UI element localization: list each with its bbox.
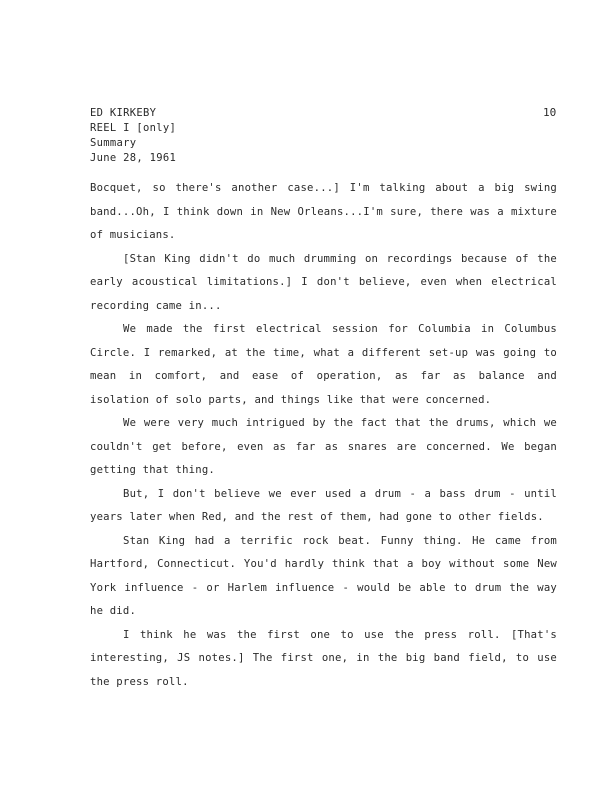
paragraph: We were very much intrigued by the fact that the drums, which we couldn't get before, even as far as snares are concerned. We began getting that thing.: [90, 417, 557, 476]
page-number: 10: [543, 106, 557, 119]
document-type: Summary: [90, 137, 137, 149]
paragraph: I think he was the first one to use the press roll. [That's interesting, JS notes.] The first one, in the big band field, to use the press roll.: [90, 628, 557, 688]
paragraph: But, I don't believe we ever used a drum - a bass drum - until years later when Red, and the rest of them, had gone to other fields.: [90, 487, 557, 523]
interviewee-name: ED KIRKEBY: [90, 107, 157, 119]
paragraph: Bocquet, so there's another case...] I'm talking about a big swing band...Oh, I think down in New Orleans...I'm sure, there was a mixture of musicians.: [90, 182, 557, 241]
paragraph: Stan King had a terrific rock beat. Funny thing. He came from Hartford, Connecticut. You'd hardly think that a boy without some New York influence - or Harlem influence - would be able to drum the way he did.: [90, 534, 557, 617]
transcript-body: [90, 177, 557, 694]
interview-date: June 28, 1961: [90, 152, 177, 164]
document-header: [90, 106, 176, 166]
paragraph: [Stan King didn't do much drumming on recordings because of the early acoustical limitations.] I don't believe, even when electrical recording came in...: [90, 252, 557, 312]
paragraph: We made the first electrical session for Columbia in Columbus Circle. I remarked, at the time, what a different set-up was going to mean in comfort, and ease of operation, as far as balance and isolation of solo parts, and things like that were concerned.: [90, 323, 557, 406]
reel-label: REEL I [only]: [90, 122, 177, 134]
